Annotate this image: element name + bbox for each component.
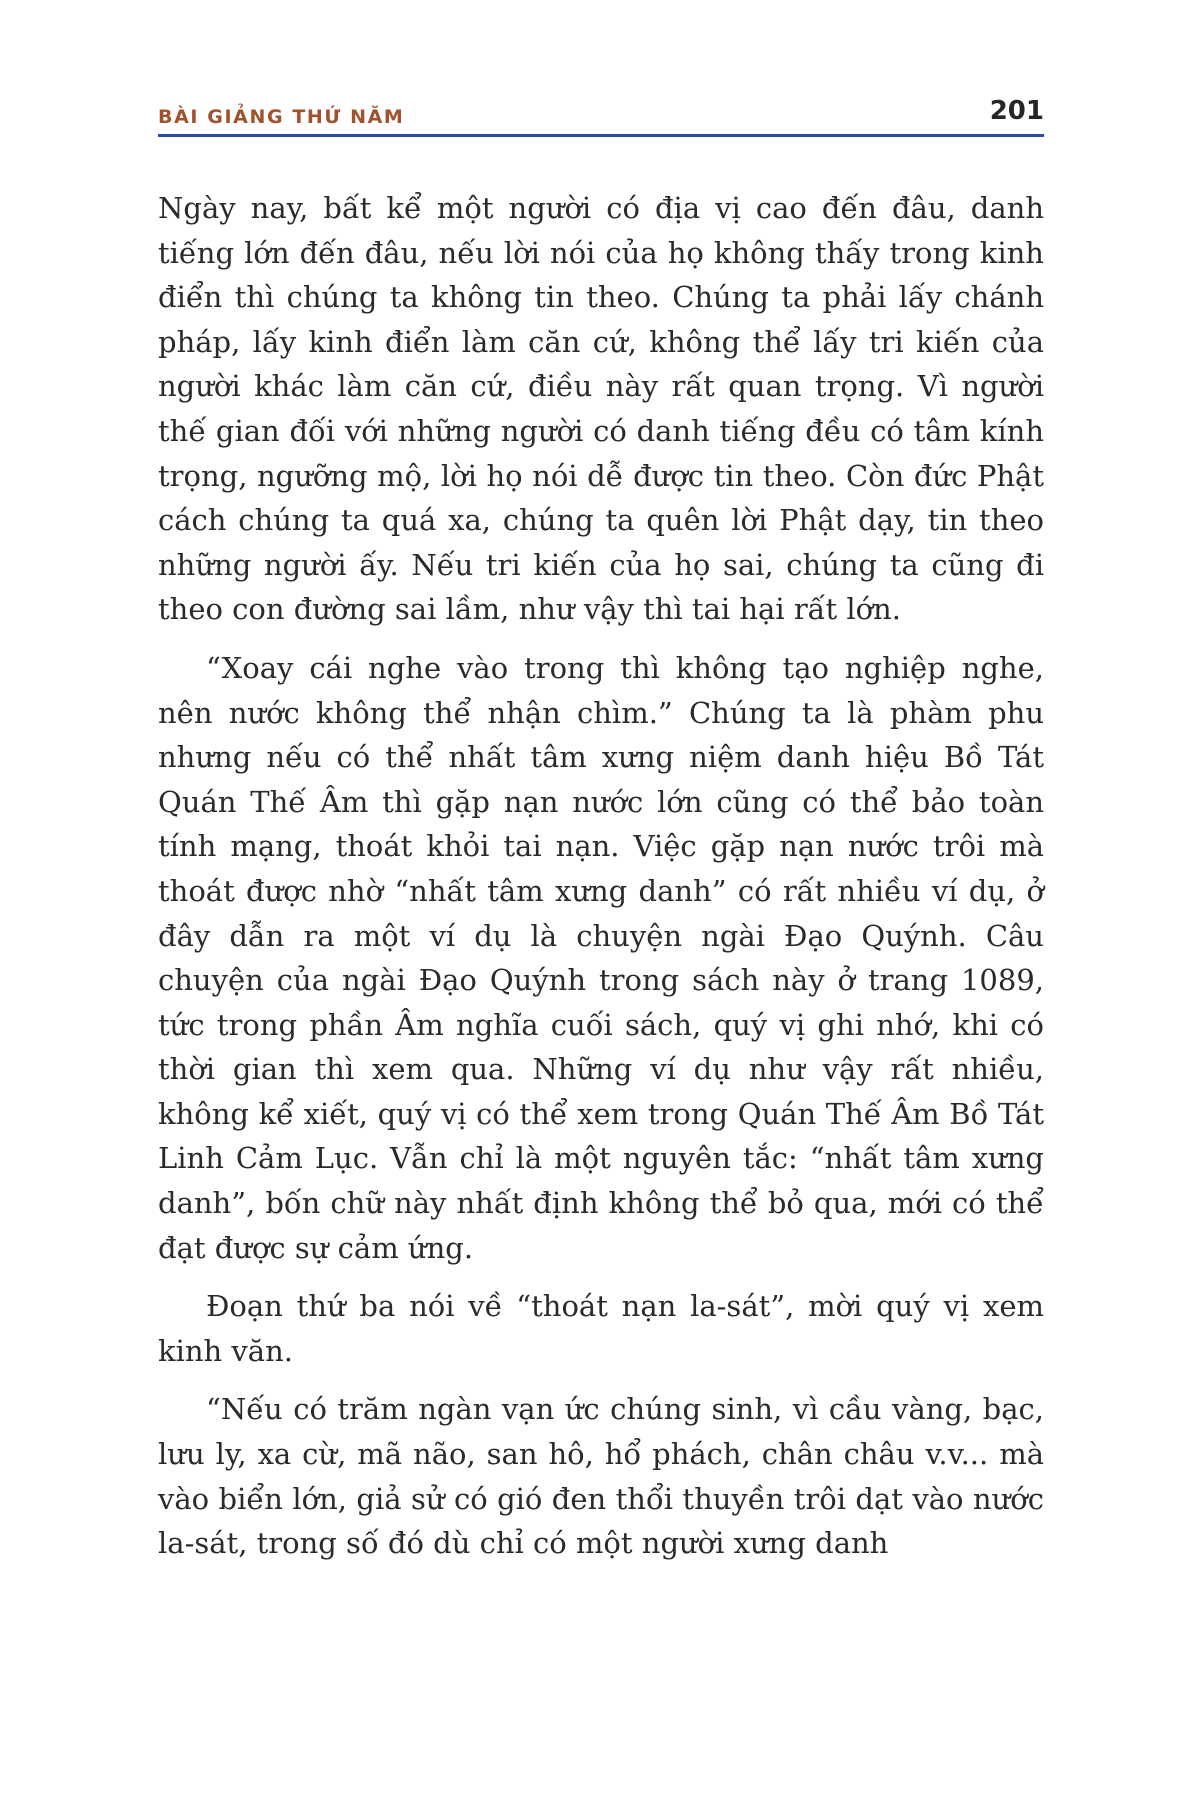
paragraph-4: “Nếu có trăm ngàn vạn ức chúng sinh, vì cầu vàng, bạc, lưu ly, xa cừ, mã não, san hô, hổ phách, chân châu v.v... mà vào biển lớn, giả sử có gió đen thổi thuyền trôi dạt vào nước la-sát, trong số đó dù chỉ có một người xưng danh — [158, 1392, 1044, 1561]
running-header — [158, 92, 1044, 140]
header-rule — [158, 134, 1044, 137]
body-text — [158, 186, 1044, 1580]
paragraph-1: Ngày nay, bất kể một người có địa vị cao đến đâu, danh tiếng lớn đến đâu, nếu lời nói của họ không thấy trong kinh điển thì chúng ta không tin theo. Chúng ta phải lấy chánh pháp, lấy kinh điển làm căn cứ, không thể lấy tri kiến của người khác làm căn cứ, điều này rất quan trọng. Vì người thế gian đối với những người có danh tiếng đều có tâm kính trọng, ngưỡng mộ, lời họ nói dễ được tin theo. Còn đức Phật cách chúng ta quá xa, chúng ta quên lời Phật dạy, tin theo những người ấy. Nếu tri kiến của họ sai, chúng ta cũng đi theo con đường sai lầm, như vậy thì tai hại rất lớn. — [158, 191, 1044, 627]
running-title: BÀI GIẢNG THỨ NĂM — [158, 106, 405, 128]
paragraph-3: Đoạn thứ ba nói về “thoát nạn la-sát”, mời quý vị xem kinh văn. — [158, 1289, 1044, 1368]
paragraph-2: “Xoay cái nghe vào trong thì không tạo nghiệp nghe, nên nước không thể nhận chìm.” Chúng ta là phàm phu nhưng nếu có thể nhất tâm xưng niệm danh hiệu Bồ Tát Quán Thế Âm thì gặp nạn nước lớn cũng có thể bảo toàn tính mạng, thoát khỏi tai nạn. Việc gặp nạn nước trôi mà thoát được nhờ “nhất tâm xưng danh” có rất nhiều ví dụ, ở đây dẫn ra một ví dụ là chuyện ngài Đạo Quýnh. Câu chuyện của ngài Đạo Quýnh trong sách này ở trang 1089, tức trong phần Âm nghĩa cuối sách, quý vị ghi nhớ, khi có thời gian thì xem qua. Những ví dụ như vậy rất nhiều, không kể xiết, quý vị có thể xem trong Quán Thế Âm Bồ Tát Linh Cảm Lục. Vẫn chỉ là một nguyên tắc: “nhất tâm xưng danh”, bốn chữ này nhất định không thể bỏ qua, mới có thể đạt được sự cảm ứng. — [158, 650, 1044, 1265]
page-number: 201 — [989, 96, 1044, 126]
